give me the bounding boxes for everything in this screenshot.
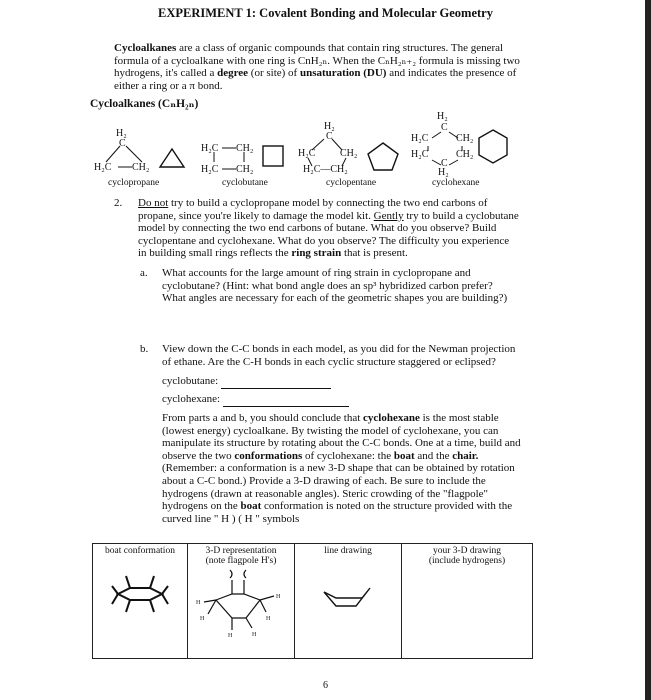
page-number: 6 (323, 680, 328, 691)
boat-3d-representation (196, 566, 286, 638)
cyclohexane-hexagon (479, 130, 507, 163)
cyclopentane-pentagon (368, 143, 398, 170)
page-title: EXPERIMENT 1: Covalent Bonding and Molecular Geometry (158, 6, 493, 20)
svg-text:H: H (276, 594, 281, 600)
cyclobutane-answer-blank[interactable] (221, 375, 331, 389)
cell-your-3d-drawing[interactable]: your 3-D drawing (include hydrogens) (402, 544, 533, 659)
cyclopropane-left: H₂C (94, 162, 112, 173)
qb-text: View down the C-C bonds in each model, as you did for the Newman projection of ethane. Are the C-H bonds in each cyclic structure staggered or eclipsed? (162, 343, 516, 368)
label-cyclohexane: cyclohexane (432, 178, 480, 188)
cyclohexane-answer-blank[interactable] (223, 393, 349, 407)
label-cyclobutane: cyclobutane (222, 178, 268, 188)
conclusion-paragraph: From parts a and b, you should conclude that cyclohexane is the most stable (lowest energy) cycloalkane. By twisting the model of cyclohexane, you can manipulate its structure by rotating about the C-C bonds. One at a time, build and observe the two conformations of cyclohexane: the boat and the chair. (Remember: a conformation is a new 3-D shape that can be obtained by rotation about a C-C bond.) Provide a 3-D drawing of each. Be sure to include the hydrogens (drawn at reasonable angles). Steric crowding of the "flagpole" hydrogens on the boat conformation is noted on the structure provided with the curved line " H ) ( H " symbols (162, 412, 521, 525)
boat-model-drawing (110, 564, 170, 624)
term-cycloalkanes: Cycloalkanes (114, 42, 177, 54)
cyclopropane-c: C (119, 138, 126, 149)
answer-cyclohexane: cyclohexane: (162, 393, 349, 407)
svg-text:H: H (266, 616, 271, 622)
qa-label: a. (140, 267, 148, 279)
label-cyclopropane: cyclopropane (108, 178, 160, 188)
q2-number: 2. (114, 197, 123, 209)
worksheet-page: EXPERIMENT 1: Covalent Bonding and Molecular Geometry Cycloalkanes are a class of organic compounds that contain ring structures. The general formula of a cycloalkane with one ring is CnH₂ₙ. When the CₙH₂ₙ₊₂ formula is missing two hydrogens, it's called a degree (or site) of unsaturation (DU) and indicates the presence of either a ring or a π bond. Cycloalkanes (CₙH₂ₙ) H₂ C H₂C CH₂ cyclopropane H₂C CH₂ H₂C CH₂ cyclobutane H₂ C H₂C CH₂ H₂C—CH₂ cyclopentane H₂ C H₂C CH₂ H₂C CH₂ C H₂ cyclohexane 2. Do not try to build a cyclopropane model by connecting the two end carbons of propane, since you're likely to damage the model kit. Gently try to build a cyclobutane model by connecting the two end carbons of butane. What do you observe? Build cyclopentane and cyclohexane. What do you observe? The difficulty you experience in building small rings reflects the ring strain that is present. a. What accounts for the large amount of ring strain in cyclopropane and cyclobutane? (Hint: what bond angle does an sp³ hybridized carbon prefer? What angles are necessary for each of the geometric shapes you are building?) b. View down the C-C bonds in each model, as you did for the Newman projection of ethane. Are the C-H bonds in each cyclic structure staggered or eclipsed? cyclobutane: cyclohexane: From parts a and b, you should conclude that cyclohexane is the most stable (lowest energy) cycloalkane. By twisting the model of cyclohexane, you can manipulate its structure by rotating about the C-C bonds. One at a time, build and observe the two conformations of cyclohexane: the boat and the chair. (Remember: a conformation is a new 3-D shape that can be obtained by rotation about a C-C bond.) Provide a 3-D drawing of each. Be sure to include the hydrogens (drawn at reasonable angles). Steric crowding of the "flagpole" hydrogens on the boat conformation is noted on the structure provided with the curved line " H ) ( H " symbols boat conformation 3-D representation (note flagpole H's) H H H H H H line drawing your 3-D drawing (include hydrogens) 6 (0, 0, 651, 700)
q2-text: Do not try to build a cyclopropane model by connecting the two end carbons of propane, since you're likely to damage the model kit. Gently try to build a cyclobutane model by connecting the two end carbons of butane. What do you observe? Build cyclopentane and cyclohexane. What do you observe? The difficulty you experience in building small rings reflects the ring strain that is present. (138, 197, 519, 260)
cyclopropane-right: CH₂ (132, 162, 150, 173)
svg-text:H: H (196, 600, 201, 606)
svg-text:H: H (252, 632, 257, 638)
cyclopropane-triangle (160, 149, 184, 167)
cell-boat-conformation: boat conformation (93, 544, 188, 659)
svg-text:H: H (200, 616, 205, 622)
cyclopropane-h2: H₂ (116, 128, 127, 139)
answer-cyclobutane: cyclobutane: (162, 375, 331, 389)
label-cyclopentane: cyclopentane (326, 178, 377, 188)
cell-line-drawing: line drawing (295, 544, 402, 659)
qa-text: What accounts for the large amount of ring strain in cyclopropane and cyclobutane? (Hint: what bond angle does an sp³ hybridized carbon prefer? What angles are necessary for each of the geometric shapes you are building?) (162, 267, 508, 305)
cell-3d-representation: 3-D representation (note flagpole H's) H H H H H H (188, 544, 295, 659)
intro-paragraph: Cycloalkanes are a class of organic compounds that contain ring structures. The general formula of a cycloalkane with one ring is CnH₂ₙ. When the CₙH₂ₙ₊₂ formula is missing two hydrogens, it's called a degree (or site) of unsaturation (DU) and indicates the presence of either a ring or a π bond. (114, 42, 520, 92)
conformation-table (92, 543, 533, 659)
svg-text:H: H (228, 633, 233, 638)
boat-line-drawing (318, 578, 378, 618)
qb-label: b. (140, 343, 149, 355)
cyclobutane-square (263, 146, 283, 166)
section-heading: Cycloalkanes (CₙH₂ₙ) (90, 98, 199, 110)
